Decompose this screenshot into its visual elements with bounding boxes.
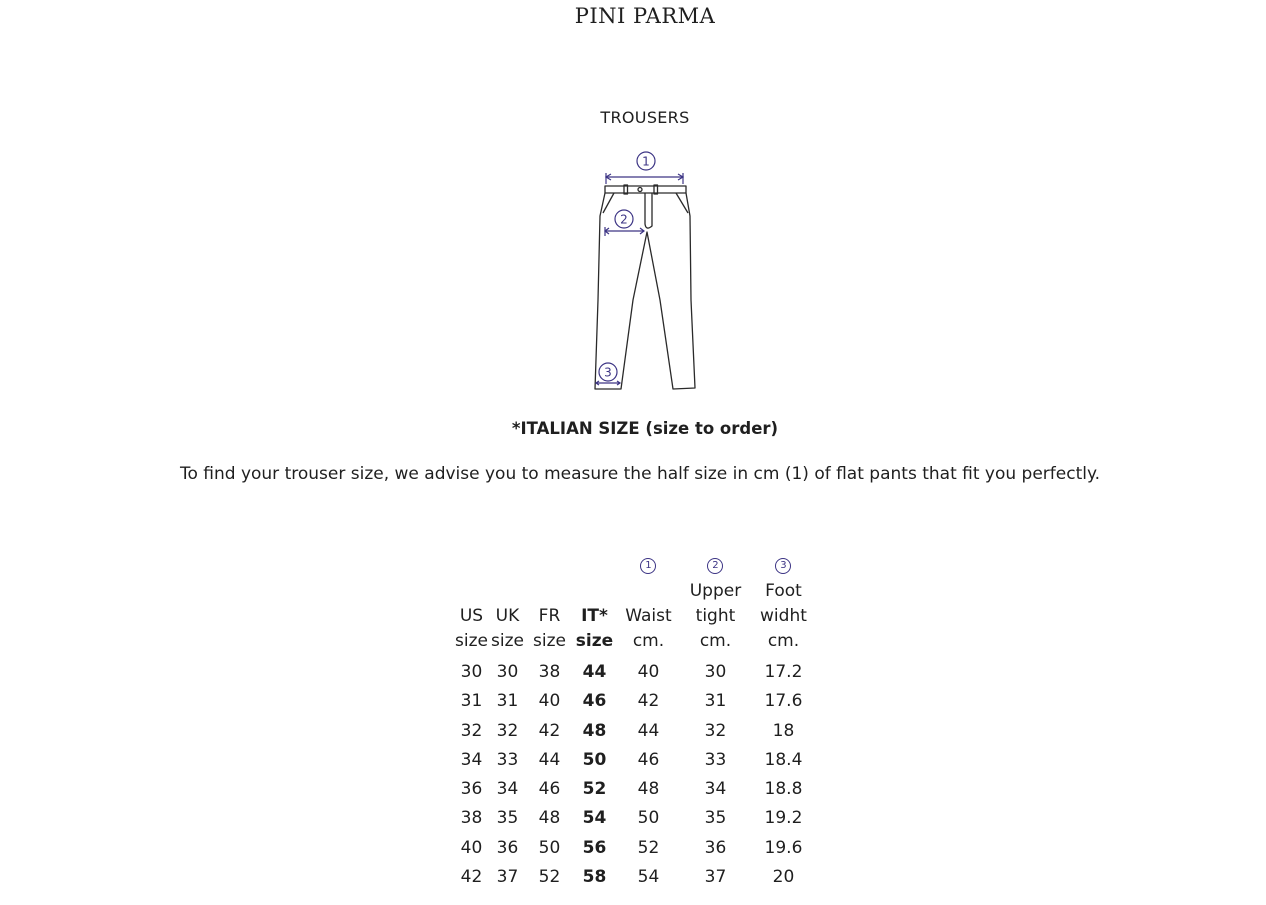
foot-marker: 3 bbox=[775, 558, 791, 574]
table-row: 34 33 44 50 46 33 18.4 bbox=[460, 749, 803, 770]
header-upper-tight: Upper tight cm. bbox=[689, 581, 742, 651]
table-row: 42 37 52 58 54 37 20 bbox=[460, 867, 795, 888]
marker-1-label: 1 bbox=[642, 154, 650, 169]
marker-row bbox=[455, 553, 816, 579]
waist-marker: 1 bbox=[640, 558, 656, 574]
header-uk: UK size bbox=[490, 606, 524, 651]
header-foot-width: Foot widht cm. bbox=[760, 581, 807, 651]
table-row: 31 31 40 46 42 31 17.6 bbox=[460, 691, 803, 712]
trousers-diagram bbox=[590, 148, 702, 394]
size-table bbox=[455, 553, 816, 892]
measuring-instructions: To find your trouser size, we advise you to measure the half size in cm (1) of flat pants that fit you perfectly. bbox=[179, 464, 1101, 484]
table-row: 32 32 42 48 44 32 18 bbox=[460, 720, 795, 741]
marker-3-label: 3 bbox=[604, 365, 612, 380]
table-row: 36 34 46 52 48 34 18.8 bbox=[460, 779, 803, 800]
header-us: US size bbox=[455, 606, 488, 651]
header-fr: FR size bbox=[532, 606, 566, 651]
header-waist: Waist cm. bbox=[625, 606, 672, 651]
section-title: TROUSERS bbox=[600, 108, 690, 127]
header-row bbox=[455, 579, 816, 658]
italian-size-note: *ITALIAN SIZE (size to order) bbox=[511, 419, 779, 438]
table-row: 38 35 48 54 50 35 19.2 bbox=[460, 808, 803, 829]
table-row: 40 36 50 56 52 36 19.6 bbox=[460, 837, 803, 858]
upper-marker: 2 bbox=[707, 558, 723, 574]
table-row: 30 30 38 44 40 30 17.2 bbox=[460, 662, 803, 682]
brand-logo: PINI PARMA bbox=[574, 4, 716, 28]
header-it: IT* size bbox=[575, 606, 614, 651]
marker-2-label: 2 bbox=[620, 212, 628, 227]
